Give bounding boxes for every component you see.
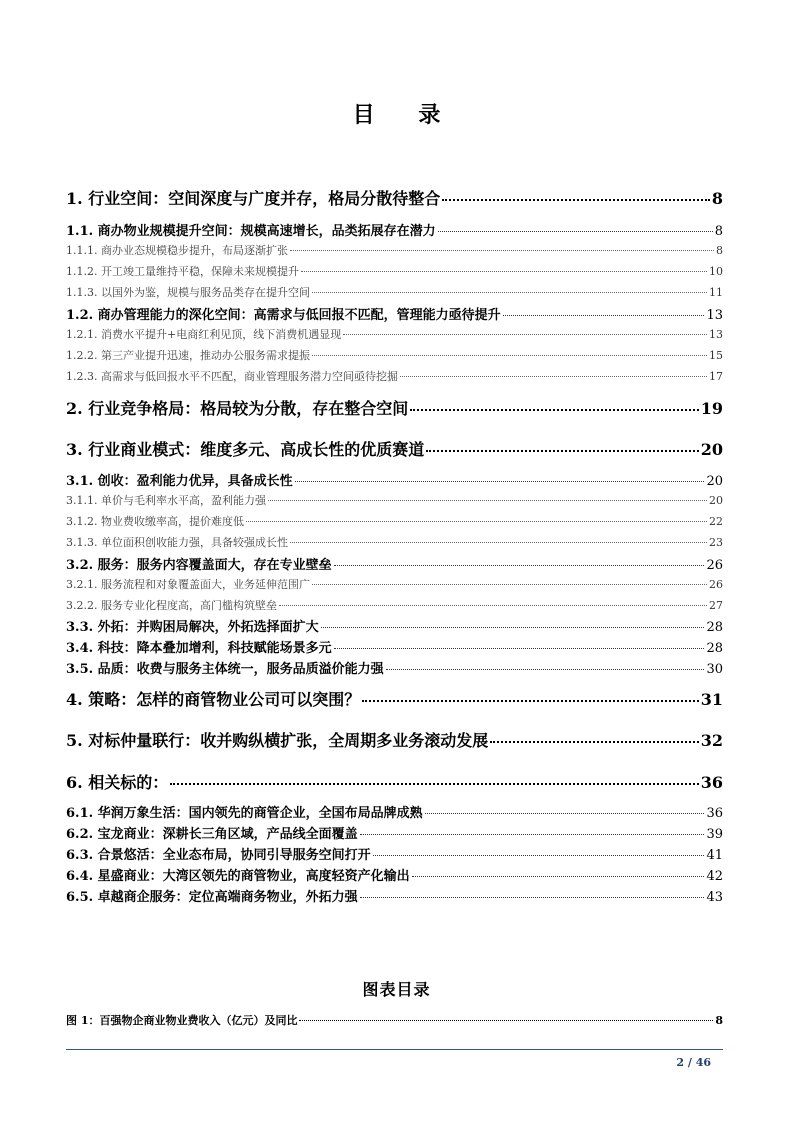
- toc-entry-3-5[interactable]: [66, 658, 723, 677]
- toc-leader-dots: [373, 855, 705, 856]
- toc-leader-dots: [343, 334, 707, 335]
- toc-entry-3[interactable]: [66, 437, 723, 460]
- toc-entry-page: 20: [706, 474, 723, 489]
- toc-entry-1-2-2[interactable]: [66, 347, 723, 363]
- toc-entry-label: 6.5. 卓越商企服务：定位高端商务物业，外拓力强: [66, 890, 358, 905]
- toc-entry-6-1[interactable]: [66, 802, 723, 821]
- toc-leader-dots: [268, 500, 707, 501]
- toc-leader-dots: [299, 1020, 713, 1021]
- toc-entry-page: 32: [700, 731, 723, 750]
- toc-entry-label: 6.2. 宝龙商业：深耕长三角区域，产品线全面覆盖: [66, 827, 358, 842]
- toc-entry-label: 5. 对标仲量联行：收并购纵横扩张，全周期多业务滚动发展: [66, 731, 489, 750]
- toc-entry-page: 26: [706, 558, 723, 573]
- toc-entry-page: 17: [709, 370, 723, 383]
- toc-entry-page: 11: [709, 286, 723, 299]
- toc-entry-label: 3.2.1. 服务流程和对象覆盖面大，业务延伸范围广: [66, 578, 310, 591]
- toc-entry-page: 26: [709, 578, 723, 591]
- toc-entry-page: 28: [706, 620, 723, 635]
- toc-entry-page: 8: [714, 224, 723, 239]
- toc-entry-label: 3.4. 科技：降本叠加增利，科技赋能场景多元: [66, 641, 332, 656]
- toc-entry-label: 3.1.2. 物业费收缴率高，提价难度低: [66, 515, 244, 528]
- toc-entry-page: 36: [706, 806, 723, 821]
- toc-entry-page: 36: [700, 773, 723, 792]
- toc-leader-dots: [425, 813, 705, 814]
- toc-entry-3-2-2[interactable]: [66, 597, 723, 613]
- toc-entry-page: 8: [711, 189, 723, 208]
- toc-entry-1[interactable]: [66, 186, 723, 209]
- toc-entry-label: 3.5. 品质：收费与服务主体统一，服务品质溢价能力强: [66, 662, 384, 677]
- toc-leader-dots: [410, 409, 698, 411]
- figure-entry-page: 8: [715, 1014, 723, 1027]
- toc-entry-5[interactable]: [66, 728, 723, 751]
- toc-entry-label: 3.1.1. 单价与毛利率水平高，盈利能力强: [66, 494, 266, 507]
- toc-entry-3-1-2[interactable]: [66, 513, 723, 529]
- toc-leader-dots: [170, 783, 698, 785]
- page-indicator: 2 / 46: [676, 1056, 711, 1069]
- toc-entry-3-2[interactable]: [66, 554, 723, 573]
- toc-entry-label: 3.2.2. 服务专业化程度高，高门槛构筑壁垒: [66, 599, 277, 612]
- toc-entry-page: 42: [706, 869, 723, 884]
- toc-entry-label: 1.2.1. 消费水平提升+电商红利见顶，线下消费机遇显现: [66, 328, 342, 341]
- toc-leader-dots: [400, 376, 707, 377]
- figure-entry-1[interactable]: [66, 1012, 723, 1028]
- toc-entry-label: 6.3. 合景悠活：全业态布局，协同引导服务空间打开: [66, 848, 371, 863]
- toc-leader-dots: [490, 741, 698, 743]
- toc-leader-dots: [334, 648, 705, 649]
- toc-leader-dots: [412, 876, 705, 877]
- toc-entry-page: 39: [706, 827, 723, 842]
- toc-entry-page: 41: [706, 848, 723, 863]
- toc-entry-page: 15: [709, 349, 723, 362]
- toc-entry-page: 19: [700, 399, 723, 418]
- toc-leader-dots: [360, 897, 705, 898]
- toc-leader-dots: [246, 521, 707, 522]
- toc-leader-dots: [503, 315, 705, 316]
- toc-entry-label: 3. 行业商业模式：维度多元、高成长性的优质赛道: [66, 440, 425, 459]
- toc-entry-label: 1.1.2. 开工竣工量维持平稳，保障未来规模提升: [66, 265, 299, 278]
- toc-entry-1-2-1[interactable]: [66, 326, 723, 342]
- toc-entry-4[interactable]: [66, 687, 723, 710]
- toc-entry-3-3[interactable]: [66, 616, 723, 635]
- toc-leader-dots: [360, 834, 705, 835]
- toc-leader-dots: [301, 271, 707, 272]
- toc-entry-label: 3.1.3. 单位面积创收能力强，具备较强成长性: [66, 536, 288, 549]
- toc-entry-1-1-3[interactable]: [66, 284, 723, 300]
- toc-entry-label: 3.2. 服务：服务内容覆盖面大，存在专业壁垒: [66, 558, 332, 573]
- toc-entry-label: 1.1. 商办物业规模提升空间：规模高速增长，品类拓展存在潜力: [66, 224, 436, 239]
- toc-entry-page: 30: [706, 662, 723, 677]
- toc-entry-1-1-2[interactable]: [66, 263, 723, 279]
- toc-leader-dots: [290, 542, 707, 543]
- toc-entry-1-2[interactable]: [66, 304, 723, 323]
- toc-entry-6-4[interactable]: [66, 865, 723, 884]
- toc-entry-6-3[interactable]: [66, 844, 723, 863]
- toc-leader-dots: [321, 627, 705, 628]
- toc-entry-page: 23: [709, 536, 723, 549]
- toc-entry-label: 4. 策略：怎样的商管物业公司可以突围？: [66, 690, 361, 709]
- toc-entry-page: 20: [709, 494, 723, 507]
- toc-entry-page: 10: [709, 265, 723, 278]
- toc-entry-6[interactable]: [66, 770, 723, 793]
- toc-leader-dots: [334, 565, 705, 566]
- toc-entry-page: 43: [706, 890, 723, 905]
- toc-entry-1-2-3[interactable]: [66, 368, 723, 384]
- toc-entry-label: 3.3. 外拓：并购困局解决，外拓选择面扩大: [66, 620, 319, 635]
- toc-entry-label: 1.2. 商办管理能力的深化空间：高需求与低回报不匹配，管理能力亟待提升: [66, 308, 501, 323]
- toc-leader-dots: [312, 355, 707, 356]
- toc-entry-label: 6. 相关标的：: [66, 773, 169, 792]
- toc-entry-label: 1.1.1. 商办业态规模稳步提升，布局逐渐扩张: [66, 244, 288, 257]
- toc-leader-dots: [312, 292, 707, 293]
- toc-entry-page: 8: [716, 244, 723, 257]
- toc-entry-page: 22: [709, 515, 723, 528]
- toc-entry-label: 2. 行业竞争格局：格局较为分散，存在整合空间: [66, 399, 409, 418]
- page-title: 目 录: [352, 102, 459, 128]
- toc-leader-dots: [442, 199, 710, 201]
- toc-entry-3-4[interactable]: [66, 637, 723, 656]
- toc-entry-page: 13: [709, 328, 723, 341]
- toc-leader-dots: [295, 481, 705, 482]
- toc-entry-3-1[interactable]: [66, 470, 723, 489]
- toc-entry-page: 31: [700, 690, 723, 709]
- toc-entry-3-1-3[interactable]: [66, 534, 723, 550]
- toc-leader-dots: [438, 231, 713, 232]
- toc-entry-label: 1.1.3. 以国外为鉴，规模与服务品类存在提升空间: [66, 286, 310, 299]
- toc-entry-label: 1. 行业空间：空间深度与广度并存，格局分散待整合: [66, 189, 441, 208]
- toc-leader-dots: [290, 250, 714, 251]
- toc-entry-page: 20: [700, 440, 723, 459]
- footer-divider: [66, 1049, 723, 1050]
- toc-entry-label: 6.4. 星盛商业：大湾区领先的商管物业，高度轻资产化输出: [66, 869, 410, 884]
- toc-entry-6-2[interactable]: [66, 823, 723, 842]
- toc-entry-label: 6.1. 华润万象生活：国内领先的商管企业，全国布局品牌成熟: [66, 806, 423, 821]
- toc-entry-label: 1.2.3. 高需求与低回报水平不匹配，商业管理服务潜力空间亟待挖掘: [66, 370, 398, 383]
- toc-leader-dots: [386, 669, 705, 670]
- toc-entry-page: 27: [709, 599, 723, 612]
- toc-entry-label: 3.1. 创收：盈利能力优异，具备成长性: [66, 474, 293, 489]
- toc-entry-6-5[interactable]: [66, 886, 723, 905]
- figure-entry-label: 图 1：百强物企商业物业费收入（亿元）及同比: [66, 1014, 298, 1027]
- toc-entry-label: 1.2.2. 第三产业提升迅速，推动办公服务需求提振: [66, 349, 310, 362]
- toc-leader-dots: [279, 605, 707, 606]
- toc-entry-1-1[interactable]: [66, 220, 723, 239]
- toc-leader-dots: [426, 450, 698, 452]
- toc-entry-2[interactable]: [66, 396, 723, 419]
- toc-entry-page: 28: [706, 641, 723, 656]
- toc-leader-dots: [312, 584, 707, 585]
- toc-entry-3-1-1[interactable]: [66, 492, 723, 508]
- toc-entry-3-2-1[interactable]: [66, 576, 723, 592]
- figures-title: 图表目录: [362, 980, 431, 999]
- toc-entry-1-1-1[interactable]: [66, 242, 723, 258]
- toc-leader-dots: [362, 700, 698, 702]
- toc-entry-page: 13: [706, 308, 723, 323]
